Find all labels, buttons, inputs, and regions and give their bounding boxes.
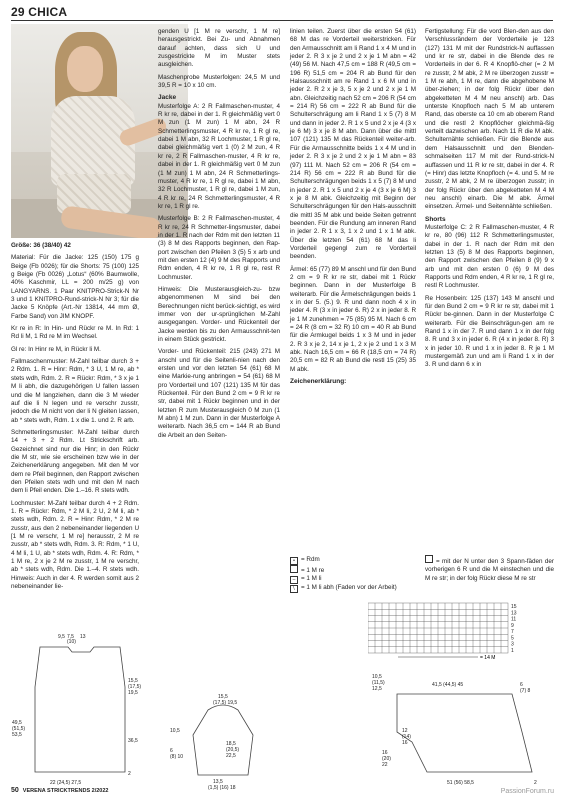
svg-text:15,5: 15,5 xyxy=(128,678,138,684)
svg-text:53,5: 53,5 xyxy=(12,732,22,738)
hosen-text: Re Hosenbein: 125 (137) 143 M anschl und für den Bund 2 cm = 9 R kr re str, dabei mit 1 Rückr be-ginnen. Dann in der Musterfolge C weiterarb. Für die Beinschrägun-gen am re Rand 1 x in der 7. R und dann 1 x in der folg 8. R und 3 x in jeder 6. R (4 x in jeder 8. R) 3 x in jeder 10. R und 1 x in jeder 8. R je 1 M mustergemäß zun und am li Rand 1 x in der 3. R und dann 6 x in xyxy=(425,294,554,369)
svg-text:22,5: 22,5 xyxy=(226,753,236,759)
gl-text: Gl re: In Hinr re M, in Rückr li M. xyxy=(11,345,101,353)
column-3 xyxy=(290,28,416,386)
svg-text:(7) 8: (7) 8 xyxy=(520,688,531,694)
intro-text: genden U [1 M re verschr, 1 M re] herausgestrickt. Bei Zu- und Abnahmen darauf achten, dass sich U und zusgestrickte M im Muster stets ausgleichen. xyxy=(158,28,280,69)
watermark: PassionForum.ru xyxy=(500,788,554,795)
chart-row-label: 5 xyxy=(511,635,514,642)
fallmaschen-text: Fallmaschenmuster: M-Zahl teilbar durch 3 + 2 Rdm. 1. R = Hinr: Rdm, * 3 U, 1 M re, ab * stets wdh, Rdm. 2. R = Rückr: Rdm, * 3 x je 1 M li abh, die dazugehörigen U fallen lassen und die M langziehen, dann die 3 M wieder auf die li N legen und re verschr zusstr, jedoch die M nicht von der li N gleiten lassen, ab * stets wdh, Rdm. 1 x die 1. und 2. R arb. xyxy=(11,358,139,424)
chart-row-label: 7 xyxy=(511,629,514,635)
kr-text: Kr re in R: In Hin- und Rückr re M. In Rd: 1 Rd li M, 1 Rd re M im Wechsel. xyxy=(11,325,139,341)
aermel-text: Ärmel: 65 (77) 89 M anschl und für den Bund 2 cm = 9 R kr re str, dabei mit 1 Rückr beginnen. Dann in der Musterfolge B weiterarb. Für die Ärmelschrägungen beids 1 x in der 5. (5.) 9. R und dann noch 4 x in jeder 4. R (3 x in jeder 6. R) 2 x in jeder 8. R je 1 M zunehmen = 75 (85) 95 M. Nach 6 cm = 24 R (8 cm = 32 R) 10 cm = 40 R ab Bund für die Armkugel beids 1 x 3 M und in jeder 2. R 3 x je 2, 14 x je 1, 2 x je 2 und 1 x 3 M abk. Nach 16,5 cm = 66 R (18,5 cm = 74 R) 20,5 cm = 82 R ab Bund die restl 15 (25) 35 M abk. xyxy=(290,265,416,373)
body-text: linien teilen. Zuerst über die ersten 54 (61) 68 M das re Vorderteil weiterstricken. Für den Armausschnitt am li Rand 1 x 4 M und in jeder 2. R 3 x je 2 und 2 x je 1 M abn = 42 (49) 56 M. Nach 47,5 cm = 188 R (49,5 cm = 196 R) 51,5 cm = 204 R ab Bund für den Halsausschnitt am re Rand 1 x 6 M und in jeder 2. R 2 x je 3, 5 x je 2 und 2 x je 1 M abn. Gleichzeitig nach 52 cm = 206 R (54 cm = 214 R) 56 cm = 222 R ab Bund für die Schulterschrägung am li Rand 1 x 5 (7) 8 M und dann in jeder 2. R 1 x 5 und 2 x je 4 (3 x je 6 M) 3 x je 8 M abn. Dann über die mittl 107 (121) 135 M das Rückenteil weiter-arb. Für die Armausschnitte beids 1 x 4 M und in jeder 2. R 3 x je 2 und 2 x je 1 M abn = 83 (97) 111 M. Nach 52 cm = 206 R (54 cm = 214 R) 56 cm = 222 R ab Bund für die Schulterschrägungen beids 1 x 5 (7) 8 M und in jeder 2. R 1 x 5 und 2 x je 4 (3 x je 6 M) 3 x je 8 M abk. Gleichzeitig mit Beginn der Schulterschrägungen für den Hals-ausschnitt die mittl 35 M abk und beide Seiten getrennt beenden. Für die Rundung am inneren Rand in jeder 2. R 1 x 3, 1 x 2 und 1 x 1 M abk. Über die letzten 54 (61) 68 M das li Vorderteil gegengl zum re Vorderteil beenden. xyxy=(290,28,416,261)
lochmuster-text: Lochmuster: M-Zahl teilbar durch 4 + 2 Rdm. 1. R = Rückr: Rdm, * 2 M li, 2 U, 2 M li, ab * stets wdh, Rdm. 2. R = Hinr: Rdm, * 2 M re zusstr, aus den 2 nebeneinander liegenden U [1 M re verschr, 1 M re] herausstr, 2 M re zusstr, ab * stets wdh, Rdm. 3. R: Rdm, * 1 U, 4 M li, 1 U, ab * stets wdh, Rdm. 4. R: Rdm, * 1 M re, 2 x je 2 M re zusstr, 1 M re verschr, ab * stets wdh, Rdm. Die 1.–4. R stets wdh. Hinweis: Auch in der 4. R werden somit aus 2 nebeneinander lie- xyxy=(11,499,139,591)
svg-text:(17,5): (17,5) xyxy=(128,684,142,690)
shorts-heading: Shorts xyxy=(425,215,446,223)
size-text: Größe: 36 (38/40) 42 xyxy=(11,242,71,249)
svg-text:6: 6 xyxy=(170,748,173,754)
page-title: 29 CHICA xyxy=(11,5,68,19)
chart-repeat-label: = 14 M xyxy=(480,655,496,661)
svg-text:49,5: 49,5 xyxy=(12,720,22,726)
knitting-chart xyxy=(368,601,558,667)
svg-text:41,5 (44,5) 45: 41,5 (44,5) 45 xyxy=(432,682,464,688)
chart-row-label: 11 xyxy=(511,616,517,623)
folge-a-text: Musterfolge A: 2 R Fallmaschen-muster, 4 R kr re, dabei in der 1. R gleichmäßig vert 0 M zun (1 M zun) 1 M abn, 24 R Schmetterlingsmuster, 4 R kr re, 1 R gl re, dabei 1 M abn, 32 R Lochmuster, 1 R gl re, dabei gleichmäßig vert 1 (0) 2 M zun, 4 R kr re, 2 R Fallmaschen-muster, 4 R kr re, dabei in der 1. R gleichmäßig vert 0 M zun (1 M zun) 1 M abn, 24 R Schmetterlings-muster, 4 R kr re, 1 R gl re, dabei 1 M abn, 32 R Lochmuster, 1 R gl re, dabei 1 M zun, 4 R kr re, 24 R Schmetterlingsmuster, 4 R kr re, 1 R gl re. xyxy=(158,102,280,210)
svg-text:(20,5): (20,5) xyxy=(226,747,240,753)
chart-row-label: 3 xyxy=(511,641,514,648)
svg-text:16: 16 xyxy=(382,750,388,756)
page-footer xyxy=(11,787,108,794)
legend xyxy=(290,556,420,593)
svg-text:13,5: 13,5 xyxy=(213,779,223,785)
svg-text:(14): (14) xyxy=(402,734,411,740)
svg-text:12: 12 xyxy=(402,728,408,734)
fertig-text: Fertigstellung: Für die vord Blen-den aus den Verschlussrändern der Vorderteile je 123 (127) 131 M mit der Rundstrick-N auffassen und kr re str, dabei in die Blende des re Vorderteils in der 6. R 4 Knopflö-cher (= 2 M re zusstr, 2 M abk, 2 M re überzogen zusstr = 1 M re abh, 1 M re, dann die abgehobene M über-ziehen; in der folg Rückr über den abgeketteten M 4 M neu anschl) arb. Das unterste Knopfloch nach 5 M ab unterem Rand, das oberste ca 10 cm ab oberem Rand und die restl 2 Knopflöcher gleichmä-ßig verteilt dazwischen arb. Nach 11 R die M abk. Schulternähte schließen. Für die Blende aus dem Halsausschnitt und den Blenden-schmalseiten 117 M mit der Rund-strick-N auffassen und 11 R kr re str, dabei in der 4. R (= Hinr) das letzte Knopfloch (= 4. und 5. M re zusstr, 2 M abk, 2 M re überzogen zusstr; in der folg Rückr über den abgeketteten M 4 M neu anschl) einarb. Die M abk. Ärmel einsetzen. Ärmel- und Seitennähte schließen. xyxy=(425,28,554,211)
column-1 xyxy=(11,242,139,595)
sleeve-schematic xyxy=(168,690,278,790)
column-4 xyxy=(425,28,554,374)
svg-text:(10): (10) xyxy=(67,639,76,645)
svg-text:9,5: 9,5 xyxy=(58,634,65,640)
svg-text:2: 2 xyxy=(128,771,131,777)
legend-heading: Zeichenerklärung: xyxy=(290,378,347,386)
svg-text:22 (24,5) 27,5: 22 (24,5) 27,5 xyxy=(50,780,82,786)
folge-c-text: Musterfolge C: 2 R Fallmaschen-muster, 4 R kr re, 80 (96) 112 R Schmetterlingsmuster, dabei in der 1. R nach der Rdm mit den letzten 13 (5) 8 M des Rapports beginnen, den Rapport zwischen den Pfeilen 8 (9) 9 x arb und mit den ersten 0 (6) 9 M des Rapports und Rdm enden, 4 R kr re, 1 R gl re, restl R Lochmuster. xyxy=(425,223,554,290)
chart-row-label: 13 xyxy=(511,610,517,617)
legend-note: = mit der N unter den 3 Spann-fäden der vorherigen 6 R und die M einstechen und die M re str; in der folg Rückr diese M re str xyxy=(425,555,554,583)
svg-text:10,5: 10,5 xyxy=(372,674,382,680)
svg-text:51 (56) 58,5: 51 (56) 58,5 xyxy=(447,780,474,786)
svg-text:(17,5) 19,5: (17,5) 19,5 xyxy=(213,700,238,706)
svg-text:12,5: 12,5 xyxy=(372,686,382,692)
legend-item: = 1 M re xyxy=(290,565,420,575)
svg-text:7,5: 7,5 xyxy=(67,634,74,640)
svg-text:(8) 10: (8) 10 xyxy=(170,754,184,760)
svg-text:(11,5): (11,5) xyxy=(372,680,385,686)
chart-row-label: 9 xyxy=(511,622,514,629)
svg-text:22: 22 xyxy=(382,762,388,768)
magazine-name: VERENA STRICKTRENDS 2/2022 xyxy=(22,788,109,794)
chart-row-label: 1 xyxy=(511,647,514,654)
svg-text:(20): (20) xyxy=(382,756,391,762)
shorts-schematic xyxy=(372,672,552,792)
svg-text:6: 6 xyxy=(520,682,523,688)
chart-row-label: 15 xyxy=(511,604,517,610)
page-header xyxy=(11,4,553,21)
svg-text:18,5: 18,5 xyxy=(226,741,236,747)
vorder-text: Vorder- und Rückenteil: 215 (243) 271 M anschl und für die Seitenli-nien nach den ersten und vor den letzten 54 (61) 68 M eine Markie-rung anbringen = 54 (61) 68 M pro Vorderteil und 107 (121) 135 M für das Rückenteil. Für den Bund 2 cm = 9 R kr re str, dabei mit 1 Rückr beginnen und in der letzten R zum Musterausgleich 0 M zun (1 M abn) 1 M zun. Dann in der Musterfolge A weiterarb. Nach 36,5 cm = 144 R ab Bund die Arbeit an den Seiten- xyxy=(158,348,280,439)
schmetterling-text: Schmetterlingsmuster: M-Zahl teilbar durch 14 + 3 + 2 Rdm. Lt Strickschrift arb. Gezeichnet sind nur die Hinr; in den Rückr die M str, wie sie erscheinen bzw wie in der Zeichenerklärung angegeben. Mit den M vor dem re Pfeil beginnen, den Rapport zwischen den Pfeilen stets wdh und mit den M nach dem li Pfeil enden. Die 1.–16. R stets wdh. xyxy=(11,428,139,495)
svg-text:(1,5) (16) 18: (1,5) (16) 18 xyxy=(208,785,236,790)
folge-b-text: Musterfolge B: 2 R Fallmaschen-muster, 4 R kr re, 24 R Schmetter-lingsmuster, dabei in der 1. R nach der Rdm mit den letzten 11 (3) 8 M des Rapports beginnen, den Rap-port zwischen den Pfeilen 3 (5) 5 x arb und mit den ersten 12 (4) 9 M des Rapports und Rdm enden, 4 R kr re, 1 R gl re, rest R Lochmuster. xyxy=(158,215,280,281)
svg-text:10,5: 10,5 xyxy=(170,728,180,734)
svg-text:15,5: 15,5 xyxy=(218,694,228,700)
column-2 xyxy=(158,28,280,444)
legend-item: – = 1 M li xyxy=(290,575,420,584)
maschenprobe-text: Maschenprobe Musterfolgen: 24,5 M und 39,5 R = 10 x 10 cm. xyxy=(158,73,280,90)
legend-item: • = Rdm xyxy=(290,556,420,565)
svg-text:13: 13 xyxy=(80,634,86,640)
legend-item: \ = 1 M li abh (Faden vor der Arbeit) xyxy=(290,584,420,593)
svg-text:2: 2 xyxy=(534,780,537,786)
hinweis-text: Hinweis: Die Musterausgleich-zu- bzw abgenommenen M sind bei den Berechnungen nicht berück-sichtigt, es wird immer von der ur-sprünglichen M-Zahl ausgegangen. Vorder- und Rückenteil der Jacke werden bis zu den Armausschnit-ten in einem Stück gestrickt. xyxy=(158,285,280,344)
svg-text:16: 16 xyxy=(402,740,408,746)
page-number: 50 xyxy=(11,787,19,794)
jacke-heading: Jacke xyxy=(158,94,177,102)
svg-text:19,5: 19,5 xyxy=(128,690,138,696)
jacket-schematic xyxy=(10,632,160,787)
material-text: Material: Für die Jacke: 125 (150) 175 g Beige (Fb 0026); für die Shorts: 75 (100) 125 g Beige (Fb 0026) „Lotus“ (60% Baumwolle, 40% Kaschmir, LL = 200 m/25 g) von LANGYARNS. 1 Paar KNITPRO-Strick-N Nr 3 und 1 KNITPRO-Rund-strick-N Nr 3; für die Jacke 5 Knöpfe (Art.-Nr 13814, 44 mm Ø, Farbe Sand) von JIM KNOPF. xyxy=(11,254,139,320)
svg-text:(51,5): (51,5) xyxy=(12,726,26,732)
svg-text:36,5: 36,5 xyxy=(128,738,138,744)
